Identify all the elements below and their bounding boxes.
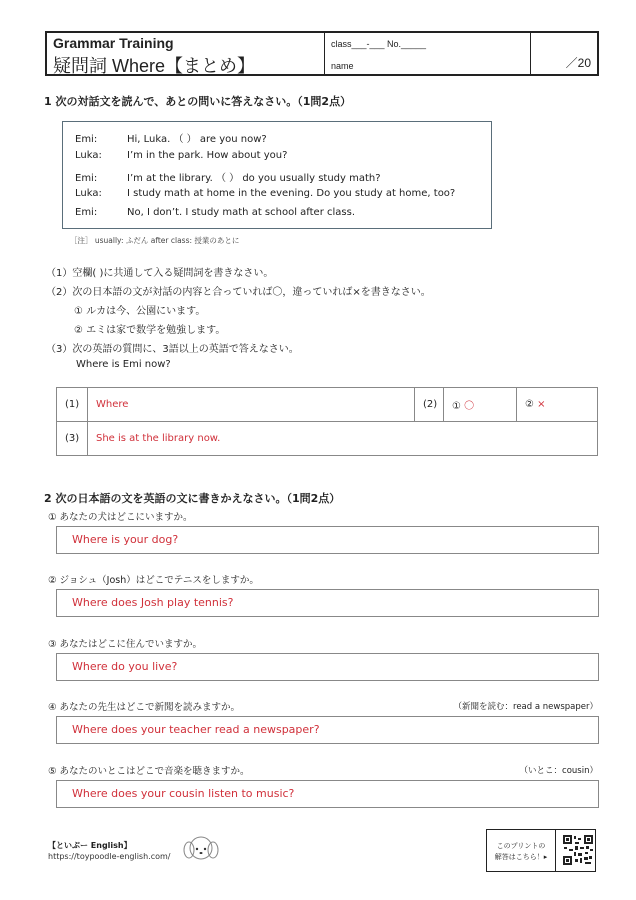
qr-caption-line: このプリントの xyxy=(496,842,546,850)
speaker: Luka: xyxy=(75,188,102,199)
answer-text: Where does Josh play tennis? xyxy=(72,596,234,609)
answer-2-1[interactable] xyxy=(444,388,517,422)
answer-label: (2) xyxy=(415,388,444,422)
speaker: Emi: xyxy=(75,134,98,145)
answer-2-2[interactable] xyxy=(517,388,598,422)
answer-text: Where does your teacher read a newspaper? xyxy=(72,723,320,736)
answer-3[interactable]: She is at the library now. xyxy=(88,422,598,456)
circled-number: ② xyxy=(525,399,534,410)
qr-caption xyxy=(487,830,556,871)
vocab-hint: （新聞を読む：read a newspaper） xyxy=(453,702,598,712)
question-2-2: ② エミは家で数学を勉強します。 xyxy=(74,325,226,336)
vocab-hint: （いとこ：cousin） xyxy=(519,766,598,776)
answer-row xyxy=(57,422,598,456)
question-2: （2）次の日本語の文が対話の内容と合っていれば〇，違っていれば×を書きなさい。 xyxy=(46,287,431,298)
speaker: Emi: xyxy=(75,207,98,218)
line: No, I don’t. I study math at school after class. xyxy=(127,207,355,218)
answer-box[interactable] xyxy=(56,589,599,617)
dialogue-line xyxy=(75,130,267,145)
name-field[interactable]: name xyxy=(331,61,354,71)
line: I study math at home in the evening. Do you study at home, too? xyxy=(127,188,456,199)
answer-box[interactable] xyxy=(56,653,599,681)
site-url[interactable]: https://toypoodle-english.com/ xyxy=(48,852,171,861)
circled-number: ① xyxy=(452,401,461,412)
poodle-logo-icon xyxy=(182,833,220,863)
dialogue-line xyxy=(75,188,455,199)
answer-qr-panel[interactable] xyxy=(486,829,596,872)
question-1: （1）空欄( )に共通して入る疑問詞を書きなさい。 xyxy=(46,268,274,279)
question-3-text: Where is Emi now? xyxy=(76,359,171,370)
answer-box[interactable] xyxy=(56,526,599,554)
answer-box[interactable] xyxy=(56,780,599,808)
dialogue-box xyxy=(62,121,492,229)
title-cell xyxy=(47,33,325,74)
score-total: ／20 xyxy=(565,56,591,70)
translation-prompt: ③ あなたはどこに住んでいますか。 xyxy=(48,639,203,650)
answer-text: Where is your dog? xyxy=(72,533,179,546)
student-info-cell xyxy=(325,33,531,74)
qr-code-icon[interactable] xyxy=(563,835,593,865)
line: Hi, Luka. （ ） are you now? xyxy=(127,134,267,145)
qr-caption-line: 解答はこちら！▸ xyxy=(494,853,548,861)
translation-prompt: ① あなたの犬はどこにいますか。 xyxy=(48,512,193,523)
section1-heading: 1 次の対話文を読んで、あとの問いに答えなさい。（1問2点） xyxy=(44,95,352,108)
question-3: （3）次の英語の質問に、3語以上の英語で答えなさい。 xyxy=(46,344,299,355)
class-number-field[interactable]: class___-___ No._____ xyxy=(331,39,427,49)
line: I’m at the library. （ ） do you usually study math? xyxy=(127,173,381,184)
answer-mark: 〇 xyxy=(464,401,475,412)
line: I’m in the park. How about you? xyxy=(127,150,288,161)
page-title: 疑問詞 Where【まとめ】 xyxy=(53,56,256,76)
worksheet-header xyxy=(45,31,599,76)
answer-label: (1) xyxy=(57,388,88,422)
brand-name: 【といぷー English】 xyxy=(48,841,132,850)
speaker: Luka: xyxy=(75,150,102,161)
subtitle: Grammar Training xyxy=(53,35,174,51)
answer-row xyxy=(57,388,598,422)
answer-text: Where do you live? xyxy=(72,660,178,673)
vocab-note: ［注］ usually: ふだん after class: 授業のあとに xyxy=(70,236,240,245)
translation-prompt: ② ジョシュ（Josh）はどこでテニスをしますか。 xyxy=(48,575,259,586)
answer-table xyxy=(56,387,598,456)
translation-prompt: ④ あなたの先生はどこで新聞を読みますか。 xyxy=(48,702,241,713)
answer-box[interactable] xyxy=(56,716,599,744)
dialogue-line xyxy=(75,169,381,184)
translation-prompt: ⑤ あなたのいとこはどこで音楽を聴きますか。 xyxy=(48,766,250,777)
answer-label: (3) xyxy=(57,422,88,456)
answer-mark: × xyxy=(537,399,546,410)
answer-text: Where does your cousin listen to music? xyxy=(72,787,295,800)
answer-1[interactable]: Where xyxy=(88,388,415,422)
speaker: Emi: xyxy=(75,173,98,184)
question-2-1: ① ルカは今、公園にいます。 xyxy=(74,306,206,317)
score-cell xyxy=(531,33,597,74)
dialogue-line xyxy=(75,150,287,161)
dialogue-line xyxy=(75,207,355,218)
section2-heading: 2 次の日本語の文を英語の文に書きかえなさい。（1問2点） xyxy=(44,492,341,505)
